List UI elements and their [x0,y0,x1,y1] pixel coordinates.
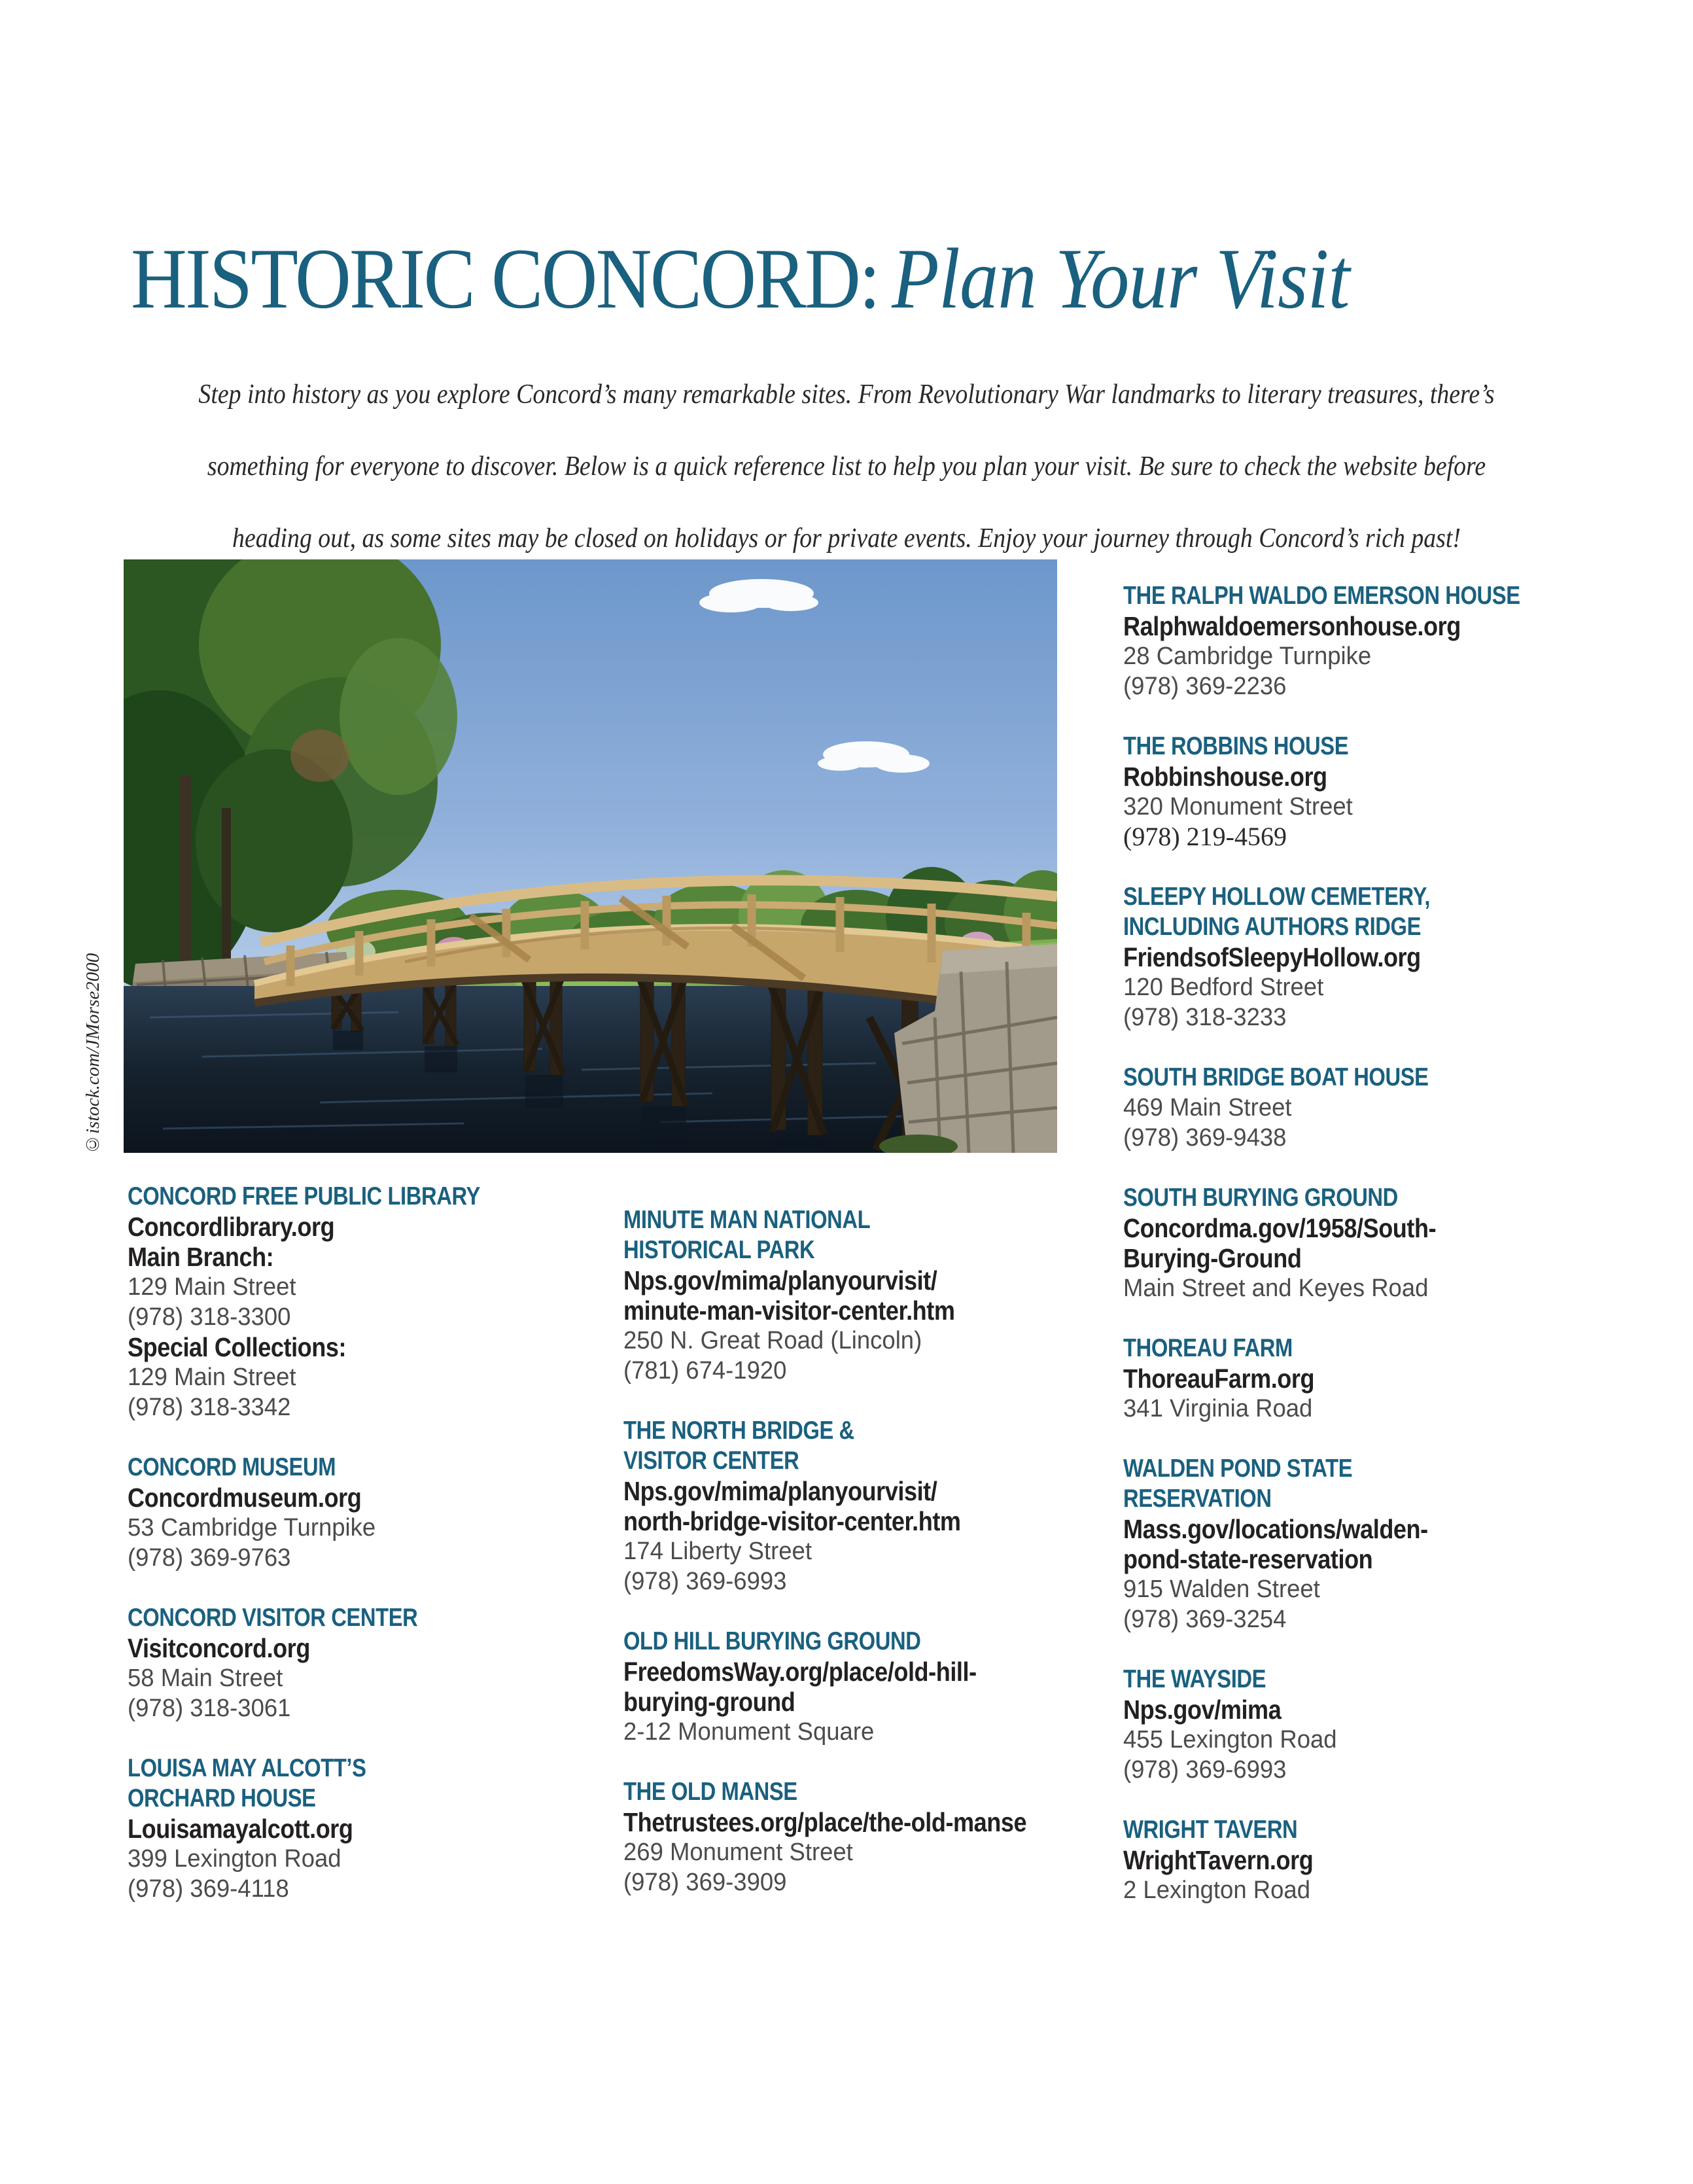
address-line: 469 Main Street [1123,1094,1292,1121]
website-line: Nps.gov/mima [1123,1695,1282,1725]
website-line: Burying-Ground [1123,1243,1302,1273]
address-line: (978) 369-4118 [128,1875,289,1903]
directory-entry [623,1205,1108,1386]
website-line: Nps.gov/mima/planyourvisit/ [623,1265,937,1295]
address-line: 250 N. Great Road (Lincoln) [623,1327,922,1354]
entry-heading: THE NORTH BRIDGE & [623,1417,854,1445]
photo-credit: ©istock.com/JMorse2000 [82,953,103,1155]
website-line: ThoreauFarm.org [1123,1364,1315,1394]
address-line: (978) 369-6993 [1123,1756,1287,1784]
directory-entry [623,1416,1108,1596]
directory-entry [1123,1664,1607,1785]
entry-heading: CONCORD VISITOR CENTER [128,1604,418,1632]
intro-line: something for everyone to discover. Below is a quick reference list to help you plan your visit. Be sure to check the website before [207,451,1486,482]
address-line: (978) 318-3061 [128,1695,291,1722]
directory-entry [1123,1815,1607,1905]
address-line: (978) 369-3909 [623,1869,787,1896]
intro-paragraph [98,359,1595,574]
website-line: north-bridge-visitor-center.htm [623,1506,961,1536]
address-line: 915 Walden Street [1123,1576,1320,1603]
directory-entry [1123,1063,1607,1153]
entry-heading: SOUTH BRIDGE BOAT HOUSE [1123,1063,1429,1091]
directory-entry [128,1453,612,1573]
entry-heading: THE RALPH WALDO EMERSON HOUSE [1123,582,1520,610]
address-line: (978) 369-6993 [623,1568,787,1595]
website-line: Concordma.gov/1958/South- [1123,1213,1437,1243]
page-title [131,230,1350,326]
directory-entry [128,1182,612,1422]
address-line: 174 Liberty Street [623,1538,812,1565]
intro-line: heading out, as some sites may be closed on holidays or for private events. Enjoy your journey through Concord’s rich past! [232,523,1461,554]
entry-heading: WALDEN POND STATE [1123,1454,1353,1483]
entry-heading: RESERVATION [1123,1485,1272,1513]
entry-heading: SOUTH BURYING GROUND [1123,1184,1398,1212]
website-line: burying-ground [623,1687,795,1717]
website-line: Robbinshouse.org [1123,762,1327,792]
entry-heading: THE WAYSIDE [1123,1665,1266,1693]
directory-entry [1123,1454,1607,1634]
directory-entry [623,1627,1108,1747]
address-line: 341 Virginia Road [1123,1395,1313,1422]
address-line: 399 Lexington Road [128,1845,341,1873]
address-line: (978) 369-9763 [128,1544,291,1572]
directory-entry [128,1753,612,1904]
entry-heading: WRIGHT TAVERN [1123,1816,1298,1844]
address-line: (978) 369-2236 [1123,673,1287,700]
column-middle [623,1205,1108,1928]
address-line: 129 Main Street [128,1273,296,1301]
address-line: (978) 318-3233 [1123,1004,1287,1031]
column-left [128,1182,612,1934]
branch-label: Special Collections: [128,1332,347,1362]
branch-label: Main Branch: [128,1242,274,1272]
website-line: Louisamayalcott.org [128,1814,353,1844]
directory-entry [128,1603,612,1723]
entry-heading: CONCORD MUSEUM [128,1453,336,1481]
entry-heading: OLD HILL BURYING GROUND [623,1627,921,1655]
website-line: Thetrustees.org/place/the-old-manse [623,1807,1027,1837]
address-line: (978) 369-9438 [1123,1124,1287,1152]
address-line: 269 Monument Street [623,1839,853,1866]
entry-heading: HISTORICAL PARK [623,1236,815,1264]
address-line: (978) 369-3254 [1123,1606,1287,1633]
entry-heading: THOREAU FARM [1123,1334,1293,1362]
website-line: minute-man-visitor-center.htm [623,1295,955,1326]
entry-heading: LOUISA MAY ALCOTT’S [128,1754,366,1782]
intro-line: Step into history as you explore Concord’s many remarkable sites. From Revolutionary War landmarks to literary treasures, there’s [198,379,1495,410]
directory-entry [1123,731,1607,852]
website-line: Concordmuseum.org [128,1483,362,1513]
directory-entry [1123,1333,1607,1424]
address-line: 129 Main Street [128,1364,296,1391]
address-line: 58 Main Street [128,1664,283,1692]
website-line: FriendsofSleepyHollow.org [1123,942,1421,972]
website-line: Mass.gov/locations/walden- [1123,1514,1428,1544]
page-title-script: Plan Your Visit [892,230,1350,326]
directory-entry [1123,581,1607,701]
phone-line: (978) 219-4569 [1123,822,1287,851]
website-line: pond-state-reservation [1123,1544,1373,1574]
address-line: 320 Monument Street [1123,793,1353,820]
website-line: Concordlibrary.org [128,1212,335,1242]
entry-heading: MINUTE MAN NATIONAL [623,1206,871,1234]
entry-heading: VISITOR CENTER [623,1447,799,1475]
entry-heading: INCLUDING AUTHORS RIDGE [1123,913,1422,941]
address-line: Main Street and Keyes Road [1123,1275,1429,1302]
website-line: Nps.gov/mima/planyourvisit/ [623,1476,937,1506]
address-line: 2 Lexington Road [1123,1876,1310,1904]
address-line: 120 Bedford Street [1123,974,1324,1001]
address-line: (978) 318-3342 [128,1394,291,1421]
website-line: Visitconcord.org [128,1633,310,1663]
website-line: FreedomsWay.org/place/old-hill- [623,1657,977,1687]
address-line: 28 Cambridge Turnpike [1123,643,1372,670]
address-line: (781) 674-1920 [623,1357,787,1384]
address-line: 455 Lexington Road [1123,1726,1337,1753]
directory-entry [1123,1183,1607,1303]
page-title-main: HISTORIC CONCORD: [131,230,879,326]
entry-heading: SLEEPY HOLLOW CEMETERY, [1123,883,1431,911]
north-bridge-photo [124,559,1057,1153]
column-right [1123,581,1607,1935]
entry-heading: THE ROBBINS HOUSE [1123,732,1349,760]
directory-entry [1123,882,1607,1032]
entry-heading: CONCORD FREE PUBLIC LIBRARY [128,1182,480,1210]
address-line: 53 Cambridge Turnpike [128,1514,376,1541]
website-line: WrightTavern.org [1123,1845,1314,1875]
address-line: (978) 318-3300 [128,1303,291,1331]
entry-heading: THE OLD MANSE [623,1778,797,1806]
website-line: Ralphwaldoemersonhouse.org [1123,611,1461,641]
address-line: 2-12 Monument Square [623,1718,875,1746]
entry-heading: ORCHARD HOUSE [128,1784,316,1812]
directory-entry [623,1777,1108,1897]
